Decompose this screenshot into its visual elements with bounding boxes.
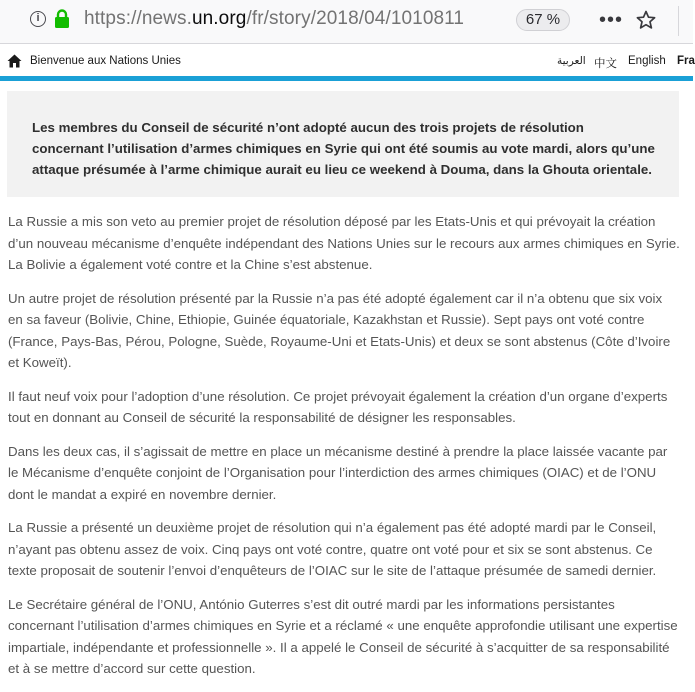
bookmark-star-icon[interactable] bbox=[636, 10, 656, 30]
article-paragraph: Il faut neuf voix pour l’adoption d’une résolution. Ce projet prévoyait également la création d’un organe d’experts tout en donnant au Conseil de sécurité la responsabilité de désigner les responsables. bbox=[8, 388, 668, 425]
url-domain: un.org bbox=[191, 8, 247, 29]
language-french-link[interactable]: Fra bbox=[677, 55, 695, 67]
article-paragraph: Le Secrétaire général de l’ONU, António Guterres s’est dit outré mardi par les informations persistantes concernant l’utilisation d’armes chimiques en Syrie et a réclamé « une enquête approfondie utilisant une expertise impartiale, indépendante et professionnelle ». Il a appelé le Conseil de sécurité à s’acquitter de sa responsabilité et à se mettre d’accord sur cette question. bbox=[8, 596, 678, 676]
article-paragraph: Dans les deux cas, il s’agissait de mettre en place un mécanisme destiné à prendre la place laissée vacante par le Mécanisme d’enquête conjoint de l’Organisation pour l’interdiction des armes chimiques (OIAC) et de l’ONU dont le mandat a expiré en novembre dernier. bbox=[8, 443, 668, 502]
article-lead-box bbox=[7, 91, 679, 197]
un-top-bar bbox=[0, 47, 693, 76]
article-body bbox=[8, 211, 680, 692]
language-english-link[interactable]: English bbox=[628, 55, 666, 67]
lock-icon[interactable] bbox=[54, 9, 70, 29]
article-lead: Les membres du Conseil de sécurité n’ont adopté aucun des trois projets de résolution concernant l’utilisation d’armes chimiques en Syrie qui ont été soumis au vote mardi, alors qu’une attaque présumée à l’arme chimique aurait eu lieu ce weekend à Douma, dans la Ghouta orientale. bbox=[32, 120, 655, 177]
home-icon[interactable] bbox=[7, 54, 22, 68]
article-paragraph: La Russie a mis son veto au premier projet de résolution déposé par les Etats-Unis et qui prévoyait la création d’un nouveau mécanisme d’enquête indépendant des Nations Unies sur le recours aux armes chimiques en Syrie. La Bolivie a également voté contre et la Chine s’est abstenue. bbox=[8, 214, 680, 272]
address-bar-url[interactable] bbox=[84, 8, 464, 30]
article-paragraph: La Russie a présenté un deuxième projet de résolution qui n’a également pas été adopté mardi par le Conseil, n’ayant pas obtenu assez de voix. Cinq pays ont voté contre, quatre ont voté pour et six se sont abstenus. Ce texte proposait de soutenir l’envoi d’enquêteurs de l’OIAC sur le site de l’attaque présumée de samedi dernier. bbox=[8, 520, 657, 578]
page-actions-menu-icon[interactable]: ••• bbox=[599, 9, 624, 31]
toolbar-divider bbox=[678, 6, 679, 36]
welcome-link[interactable]: Bienvenue aux Nations Unies bbox=[30, 55, 181, 67]
language-arabic-link[interactable]: العربية bbox=[557, 55, 586, 67]
language-chinese-link[interactable]: 中文 bbox=[594, 58, 617, 70]
site-info-icon[interactable]: i bbox=[30, 11, 46, 27]
header-blue-rule bbox=[0, 76, 693, 81]
article-paragraph: Un autre projet de résolution présenté par la Russie n’a pas été adopté également car il n’a obtenu que six voix en sa faveur (Bolivie, Chine, Ethiopie, Guinée équatoriale, Kazakhstan et Russie). Sept pays ont voté contre (France, Pays-Bas, Pérou, Pologne, Suède, Royaume-Uni et Etats-Unis) et deux se sont abstenus (Côte d’Ivoire et Koweït). bbox=[8, 290, 671, 370]
browser-toolbar bbox=[0, 0, 693, 44]
zoom-level-button[interactable]: 67 % bbox=[516, 9, 570, 31]
url-path: /fr/story/2018/04/1010811 bbox=[246, 8, 465, 29]
url-prefix: https://news. bbox=[84, 8, 192, 29]
